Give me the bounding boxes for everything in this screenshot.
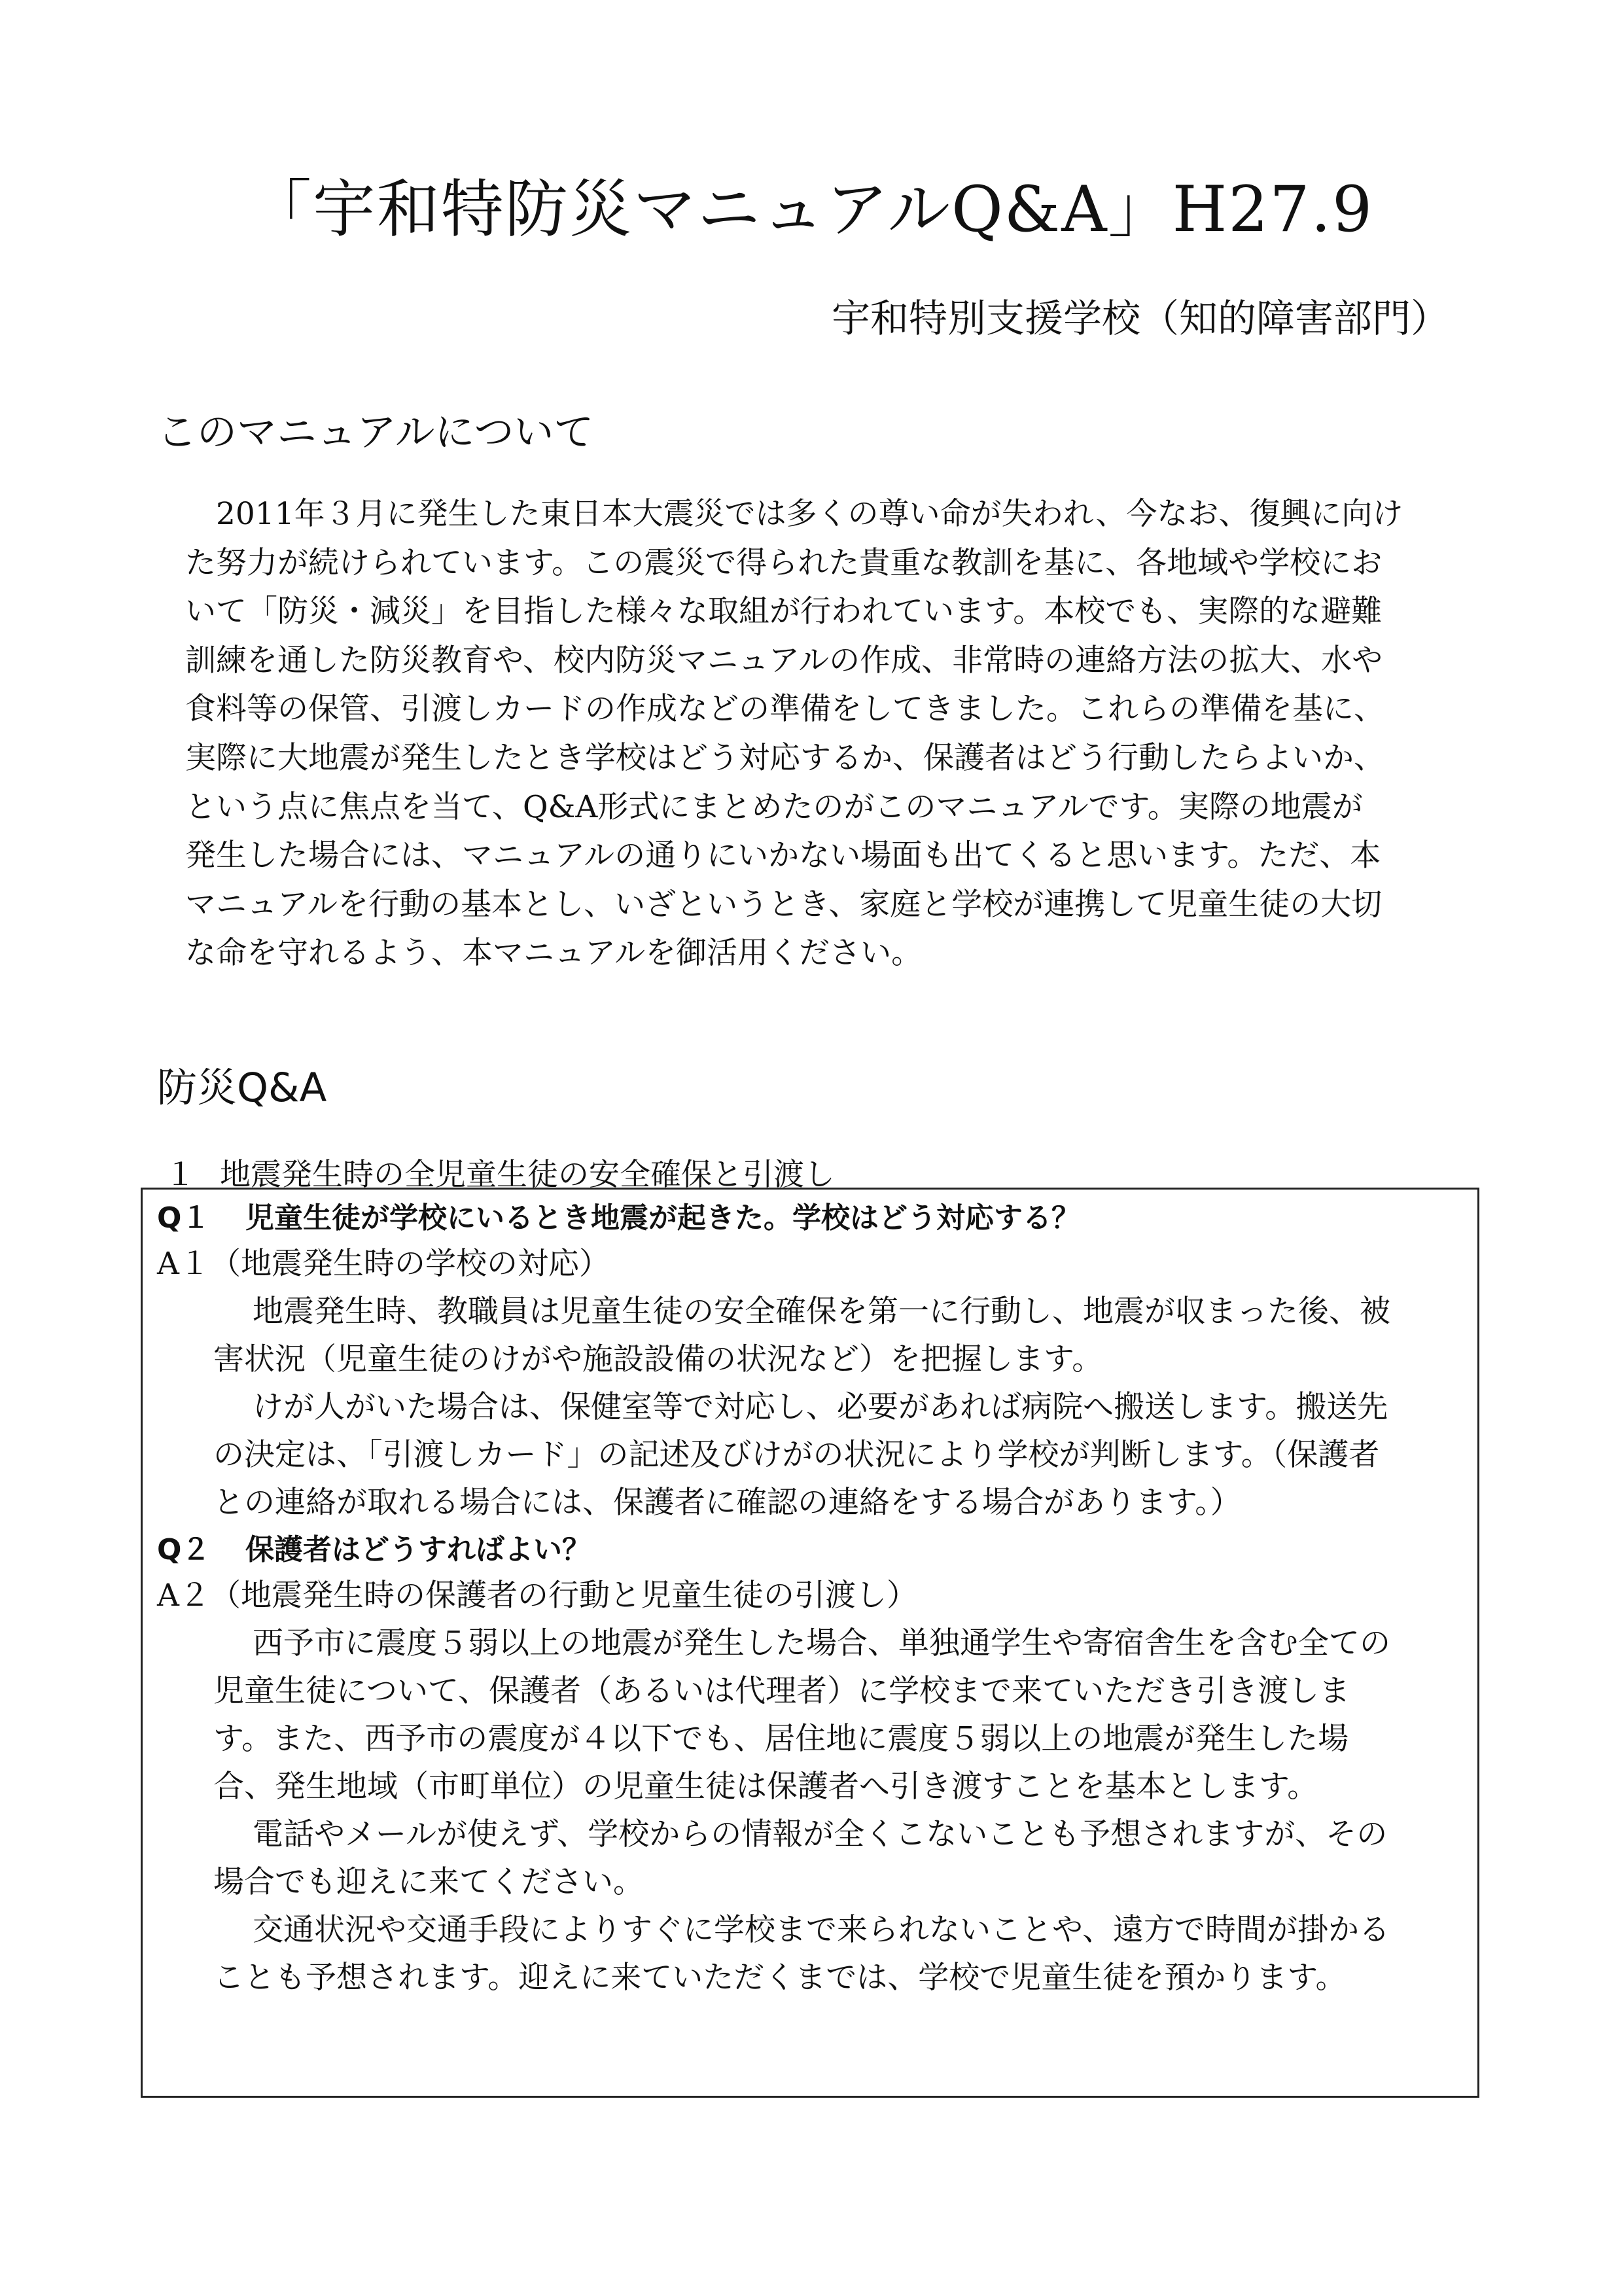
question-1-label: Q１ xyxy=(157,1201,211,1235)
answer-1-line: との連絡が取れる場合には、保護者に確認の連絡をする場合があります。） xyxy=(213,1485,1241,1521)
question-1 xyxy=(157,1195,1080,1241)
page-title: 「宇和特防災マニュアルQ&A」H27.9 xyxy=(248,173,1374,246)
item-number: １ xyxy=(165,1157,196,1193)
answer-1-line: 地震発生時、教職員は児童生徒の安全確保を第一に行動し、地震が収まった後、被 xyxy=(253,1294,1390,1330)
qa-box xyxy=(141,1188,1479,2098)
answer-2-line: ことも予想されます。迎えに来ていただくまでは、学校で児童生徒を預かります。 xyxy=(213,1960,1347,1996)
about-line: な命を守れるよう、本マニュアルを御活用ください。 xyxy=(185,935,923,972)
about-line: 訓練を通した防災教育や、校内防災マニュアルの作成、非常時の連絡方法の拡大、水や xyxy=(185,642,1383,679)
about-line: マニュアルを行動の基本とし、いざというとき、家庭と学校が連携して児童生徒の大切 xyxy=(185,886,1383,923)
answer-2-line: 西予市に震度５弱以上の地震が発生した場合、単独通学生や寄宿舎生を含む全ての xyxy=(253,1625,1390,1661)
answer-2-line: 交通状況や交通手段によりすぐに学校まで来られないことや、遠方で時間が掛かる xyxy=(253,1912,1390,1948)
about-line: 食料等の保管、引渡しカードの作成などの準備をしてきました。これらの準備を基に、 xyxy=(185,691,1384,728)
about-line: いて「防災・減災」を目指した様々な取組が行われています。本校でも、実際的な避難 xyxy=(185,593,1383,630)
question-2-text: 保護者はどうすればよい？ xyxy=(245,1533,591,1566)
answer-2-line: 電話やメールが使えず、学校からの情報が全くこないことも予想されますが、その xyxy=(253,1816,1388,1852)
answer-2-line: 児童生徒について、保護者（あるいは代理者）に学校まで来ていただき引き渡しま xyxy=(213,1673,1350,1709)
about-heading: このマニュアルについて xyxy=(157,409,594,455)
answer-2-line: 合、発生地域（市町単位）の児童生徒は保護者へ引き渡すことを基本とします。 xyxy=(213,1769,1318,1805)
answer-2-heading: A２（地震発生時の保護者の行動と児童生徒の引渡し） xyxy=(157,1578,917,1614)
item-title: 地震発生時の全児童生徒の安全確保と引渡し xyxy=(220,1157,835,1193)
about-line: 実際に大地震が発生したとき学校はどう対応するか、保護者はどう行動したらよいか、 xyxy=(185,739,1384,776)
about-line: た努力が続けられています。この震災で得られた貴重な教訓を基に、各地域や学校にお xyxy=(185,544,1383,581)
about-paragraph xyxy=(185,490,1471,978)
school-name: 宇和特別支援学校（知的障害部門） xyxy=(831,296,1449,341)
answer-1-line: の決定は、「引渡しカード」の記述及びけがの状況により学校が判断します。（保護者 xyxy=(213,1437,1380,1473)
answer-1-line: けが人がいた場合は、保健室等で対応し、必要があれば病院へ搬送します。搬送先 xyxy=(253,1389,1388,1425)
about-line: という点に焦点を当て、Q&A形式にまとめたのがこのマニュアルです。実際の地震が xyxy=(185,788,1363,825)
qa-heading: 防災Q&A xyxy=(157,1065,327,1111)
answer-1-line: 害状況（児童生徒のけがや施設設備の状況など）を把握します。 xyxy=(213,1341,1103,1377)
question-2 xyxy=(157,1527,591,1573)
question-1-text: 児童生徒が学校にいるとき地震が起きた。学校はどう対応する？ xyxy=(245,1201,1080,1235)
answer-2-line: す。また、西予市の震度が４以下でも、居住地に震度５弱以上の地震が発生した場 xyxy=(213,1721,1349,1757)
about-line: 発生した場合には、マニュアルの通りにいかない場面も出てくると思います。ただ、本 xyxy=(185,838,1381,874)
answer-1-heading: A１（地震発生時の学校の対応） xyxy=(157,1246,610,1282)
question-2-label: Q２ xyxy=(157,1533,211,1566)
about-line: 2011年３月に発生した東日本大震災では多くの尊い命が失われ、今なお、復興に向け xyxy=(216,496,1403,532)
answer-2-line: 場合でも迎えに来てください。 xyxy=(213,1864,644,1900)
